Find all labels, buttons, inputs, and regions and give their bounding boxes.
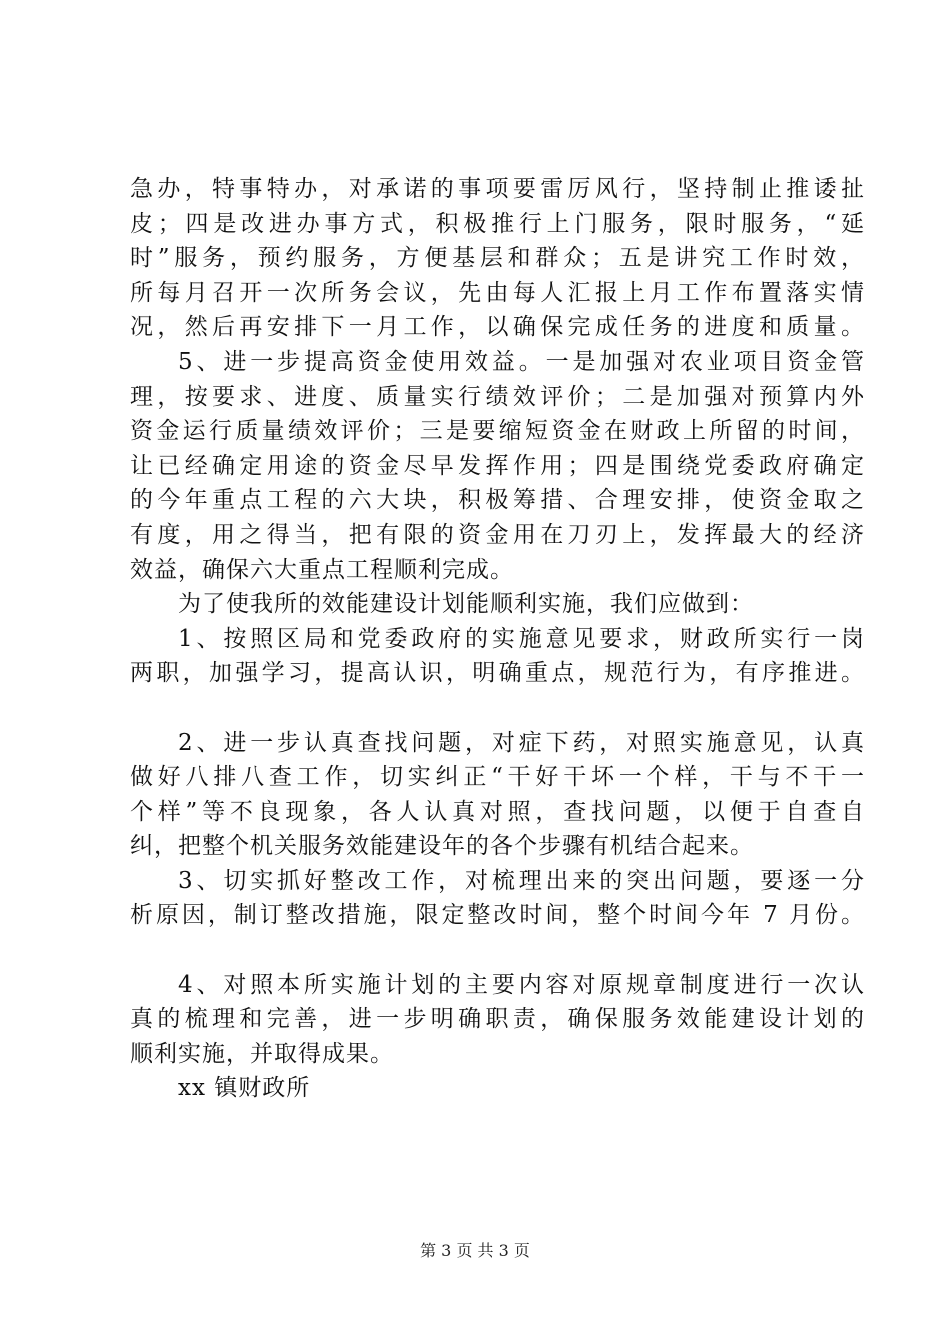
body-line: 急办，特事特办，对承诺的事项要雷厉风行，坚持制止推诿扯 [130,176,865,202]
body-line: 理，按要求、进度、质量实行绩效评价；二是加强对预算内外 [130,383,865,410]
body-line: 效益，确保六大重点工程顺利完成。 [130,556,514,583]
body-line: 顺利实施，并取得成果。 [130,1040,394,1067]
body-line: 的今年重点工程的六大块，积极筹措、合理安排，使资金取之 [130,487,865,514]
body-line: 有度，用之得当，把有限的资金用在刀刃上，发挥最大的经济 [130,521,865,548]
body-line: 做好八排八查工作，切实纠正“干好干坏一个样，干与不干一 [130,764,865,791]
paragraph-start: 4、对照本所实施计划的主要内容对原规章制度进行一次认 [178,971,865,998]
signature-line: xx 镇财政所 [178,1075,311,1102]
body-line: 让已经确定用途的资金尽早发挥作用；四是围绕党委政府确定 [130,452,865,479]
paragraph-gap [130,691,865,726]
page-number-footer: 第 3 页 共 3 页 [420,1241,530,1260]
paragraph-start: 为了使我所的效能建设计划能顺利实施，我们应做到： [178,591,754,618]
body-line: 析原因，制订整改措施，限定整改时间，整个时间今年 7 月份。 [130,902,865,929]
body-line: 个样”等不良现象，各人认真对照，查找问题，以便于自查自 [130,798,865,825]
body-line: 两职，加强学习，提高认识，明确重点，规范行为，有序推进。 [130,660,865,687]
body-line: 皮；四是改进办事方式，积极推行上门服务，限时服务，“延 [130,210,865,237]
body-line: 况，然后再安排下一月工作，以确保完成任务的进度和质量。 [130,314,865,341]
paragraph-start: 1、按照区局和党委政府的实施意见要求，财政所实行一岗 [178,625,865,652]
body-line: 真的梳理和完善，进一步明确职责，确保服务效能建设计划的 [130,1006,865,1033]
body-line: 时”服务，预约服务，方便基层和群众；五是讲究工作时效， [130,245,865,272]
paragraph-start: 3、切实抓好整改工作，对梳理出来的突出问题，要逐一分 [178,867,865,894]
paragraph-start: 5、进一步提高资金使用效益。一是加强对农业项目资金管 [178,348,865,375]
body-line: 纠，把整个机关服务效能建设年的各个步骤有机结合起来。 [130,833,754,860]
document-body [130,172,865,1106]
body-line: 资金运行质量绩效评价；三是要缩短资金在财政上所留的时间， [130,418,865,445]
paragraph-start: 2、进一步认真查找问题，对症下药，对照实施意见，认真 [178,729,865,756]
body-line: 所每月召开一次所务会议，先由每人汇报上月工作布置落实情 [130,279,865,306]
paragraph-gap [130,933,865,968]
